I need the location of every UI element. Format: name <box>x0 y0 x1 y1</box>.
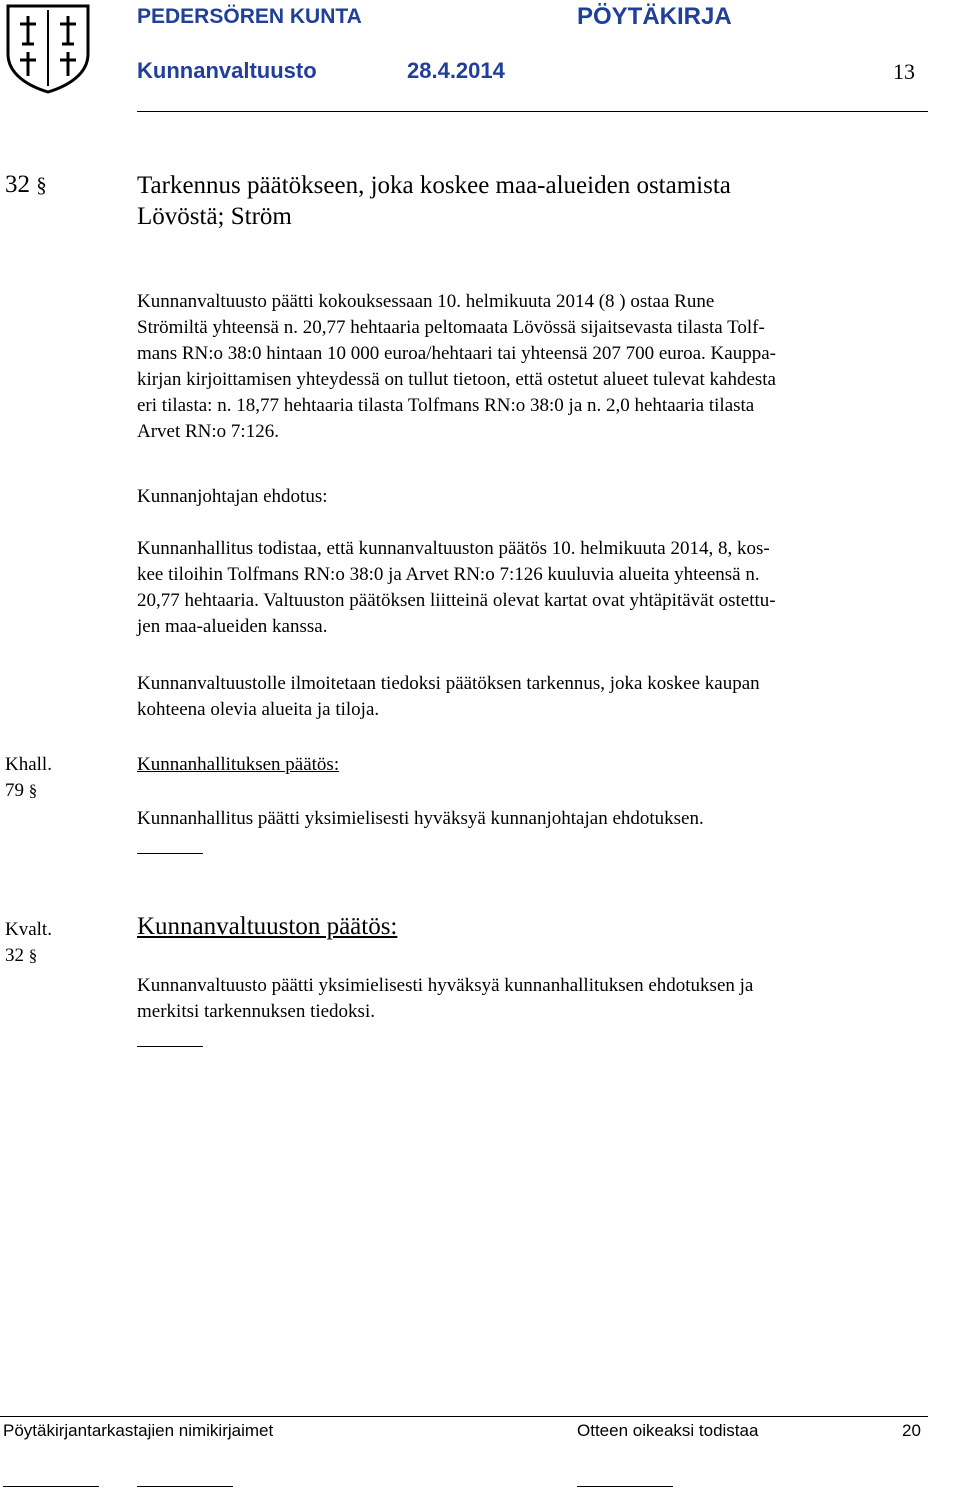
meeting-date: 28.4.2014 <box>407 58 505 83</box>
signature-line-1[interactable] <box>3 1486 99 1487</box>
section-sign: § <box>28 946 38 965</box>
council-name: Kunnanvaltuusto <box>137 58 317 83</box>
khall-end-rule <box>137 853 203 854</box>
kvalt-end-rule <box>137 1046 203 1047</box>
proposal-paragraph: Kunnanhallitus todistaa, että kunnanvaltuuston päätös 10. helmikuuta 2014, 8, kos- kee tiloihin Tolfmans RN:o 38:0 ja Arvet RN:o 7:126 kuuluvia alueita yhteensä n. 20,77 hehtaaria. Valtuuston päätöksen liitteinä olevat kartat ovat yhtäpitävät ostettu- jen maa-alueiden kanssa. <box>137 538 776 637</box>
certified-label: Otteen oikeaksi todistaa <box>577 1421 759 1440</box>
municipal-coat-of-arms <box>2 2 94 94</box>
item-number: 32 § <box>5 171 47 198</box>
document-type: PÖYTÄKIRJA <box>577 3 732 30</box>
kvalt-decision-text: Kunnanvaltuusto päätti yksimielisesti hyväksyä kunnanhallituksen ehdotuksen ja merkitsi tarkennuksen tiedoksi. <box>137 975 754 1022</box>
header-page-number: 13 <box>893 59 915 84</box>
signature-line-2[interactable] <box>137 1486 233 1487</box>
footer-rule <box>0 1416 928 1417</box>
proposal-heading: Kunnanjohtajan ehdotus: <box>137 486 328 507</box>
kvalt-reference: Kvalt. 32 § <box>5 919 52 966</box>
khall-decision-text: Kunnanhallitus päätti yksimielisesti hyväksyä kunnanjohtajan ehdotuksen. <box>137 808 704 829</box>
background-paragraph: Kunnanvaltuusto päätti kokouksessaan 10. helmikuuta 2014 (8 ) ostaa Rune Strömiltä yhteensä n. 20,77 hehtaaria peltomaata Lövössä sijaitsevasta tilasta Tolf- mans RN:o 38:0 hintaan 10 000 euroa/hehtaari tai yhteensä 207 700 euroa. Kauppa- kirjan kirjoittamisen yhteydessä on tullut tietoon, että ostetut alueet tulevat kahdesta eri tilasta: n. 18,77 hehtaaria tilasta Tolfmans RN:o 38:0 ja n. 2,0 hehtaaria tilasta Arvet RN:o 7:126. <box>137 291 776 442</box>
khall-reference: Khall. 79 § <box>5 754 52 801</box>
coat-of-arms-icon <box>2 2 94 94</box>
org-name: PEDERSÖREN KUNTA <box>137 5 362 28</box>
section-sign: § <box>36 173 47 197</box>
header-rule <box>137 111 928 112</box>
item-title: Tarkennus päätökseen, joka koskee maa-alueiden ostamista Lövöstä; Ström <box>137 172 731 230</box>
notice-paragraph: Kunnanvaltuustolle ilmoitetaan tiedoksi päätöksen tarkennus, joka koskee kaupan kohteena olevia alueita ja tiloja. <box>137 673 760 720</box>
certification-signature-line[interactable] <box>577 1486 673 1487</box>
signatures-label: Pöytäkirjantarkastajien nimikirjaimet <box>3 1421 274 1440</box>
kvalt-decision-heading: Kunnanvaltuuston päätös: <box>137 913 398 940</box>
section-sign: § <box>28 781 38 800</box>
footer-page-number: 20 <box>902 1421 921 1440</box>
khall-decision-heading: Kunnanhallituksen päätös: <box>137 754 340 775</box>
